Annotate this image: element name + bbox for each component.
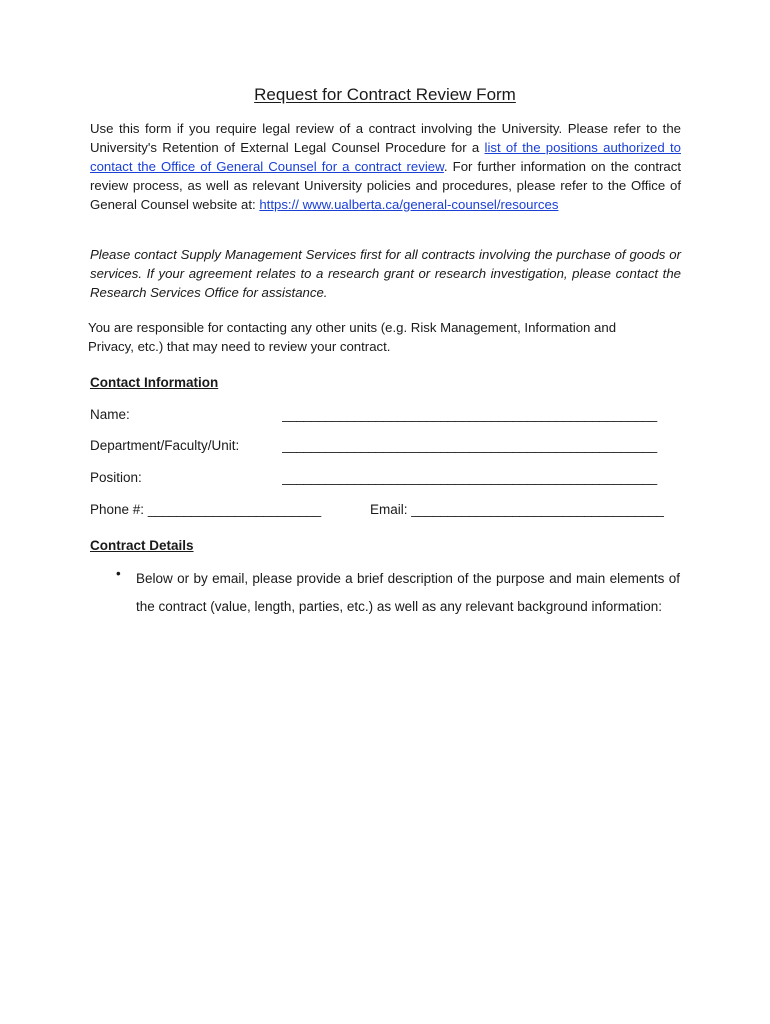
phone-field[interactable]: ________________________ — [147, 502, 321, 517]
contract-details-heading: Contract Details — [90, 538, 194, 553]
contract-description-instruction: Below or by email, please provide a brief description of the purpose and main elements of the contract (value, length, parties, etc.) as well as any relevant background information: — [136, 571, 680, 614]
intro-text-start: Use this form if you require legal review of a contract involving the University. Please refer to the University's Retention of External Legal Counsel Procedure for a — [90, 121, 681, 155]
name-label: Name: — [90, 407, 130, 422]
authorized-positions-link[interactable]: list of the positions authorized to contact the Office of General Counsel for a contract review — [90, 140, 681, 174]
name-field[interactable]: ____________________________________________________ — [282, 407, 657, 422]
position-label: Position: — [90, 470, 142, 485]
department-field[interactable]: ____________________________________________________ — [282, 438, 657, 453]
contact-information-heading: Contact Information — [90, 375, 219, 390]
position-field[interactable]: ____________________________________________________ — [282, 470, 657, 485]
responsibility-note: You are responsible for contacting any other units (e.g. Risk Management, Information and Privacy, etc.) that may need to review your contract. — [88, 320, 617, 354]
intro-paragraph — [90, 119, 681, 214]
email-row — [370, 502, 664, 517]
bullet-icon: • — [116, 566, 121, 581]
page-title: Request for Contract Review Form — [254, 85, 516, 104]
department-label: Department/Faculty/Unit: — [90, 438, 240, 453]
general-counsel-resources-link[interactable]: https:// www.ualberta.ca/general-counsel/resources — [259, 197, 559, 212]
phone-label: Phone #: — [90, 502, 145, 517]
intro-text-end: . For further information on the contract review process, as well as relevant University policies and procedures, please refer to the Office of General Counsel website at: — [90, 159, 681, 212]
phone-row — [90, 502, 321, 517]
email-label: Email: — [370, 502, 408, 517]
supply-management-note: Please contact Supply Management Services first for all contracts involving the purchase of goods or services. If your agreement relates to a research grant or research investigation, please contact the Research Services Office for assistance. — [90, 247, 681, 300]
email-field[interactable]: ___________________________________ — [411, 502, 664, 517]
